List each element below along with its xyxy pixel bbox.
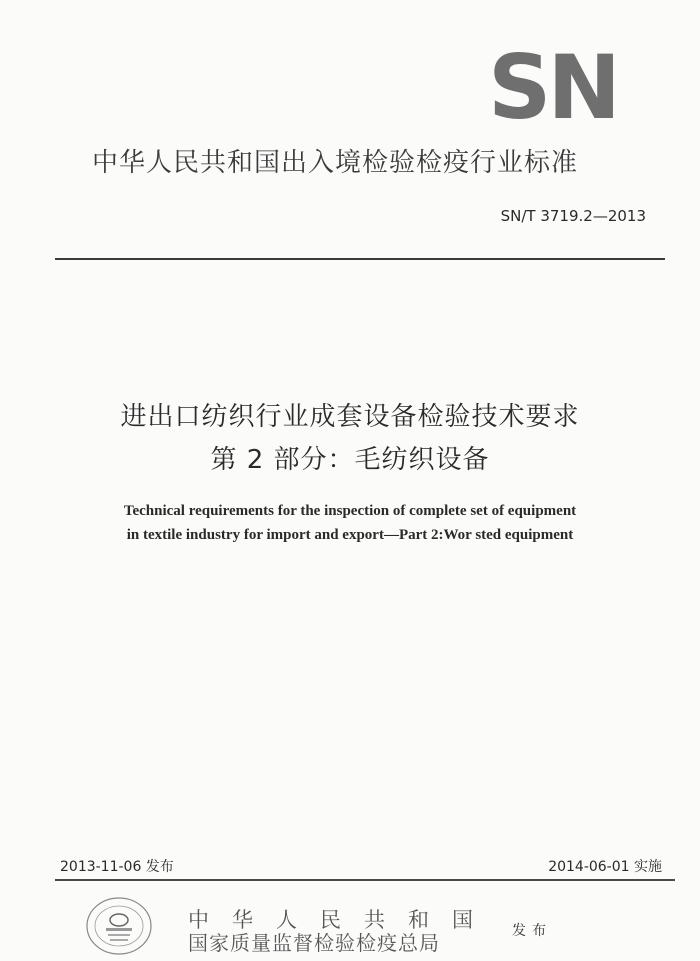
issue-date: 2013-11-06 发布 <box>60 859 174 875</box>
title-en-line1: Technical requirements for the inspection of complete set of equipment <box>123 503 577 519</box>
logo-text: SN <box>488 44 618 120</box>
implement-date: 2014-06-01 实施 <box>548 859 662 875</box>
sn-logo <box>488 44 636 120</box>
header-divider <box>55 258 665 260</box>
title-zh-line1: 进出口纺织行业成套设备检验技术要求 <box>120 402 580 432</box>
standard-number: SN/T 3719.2—2013 <box>500 207 646 225</box>
publish-label: 发布 <box>512 923 552 939</box>
publisher-seal-icon <box>84 895 154 957</box>
title-en-line2: in textile industry for import and export—Part 2:Wor sted equipment <box>126 527 574 543</box>
issuer-line1: 中华人民共和国 <box>188 908 496 932</box>
title-zh-line2: 第 2 部分：毛纺织设备 <box>210 445 490 475</box>
title-en <box>0 499 700 547</box>
agency-header: 中华人民共和国出入境检验检疫行业标准 <box>92 148 579 178</box>
footer-divider <box>55 879 675 881</box>
issuer-line2: 国家质量监督检验检疫总局 <box>188 931 440 955</box>
